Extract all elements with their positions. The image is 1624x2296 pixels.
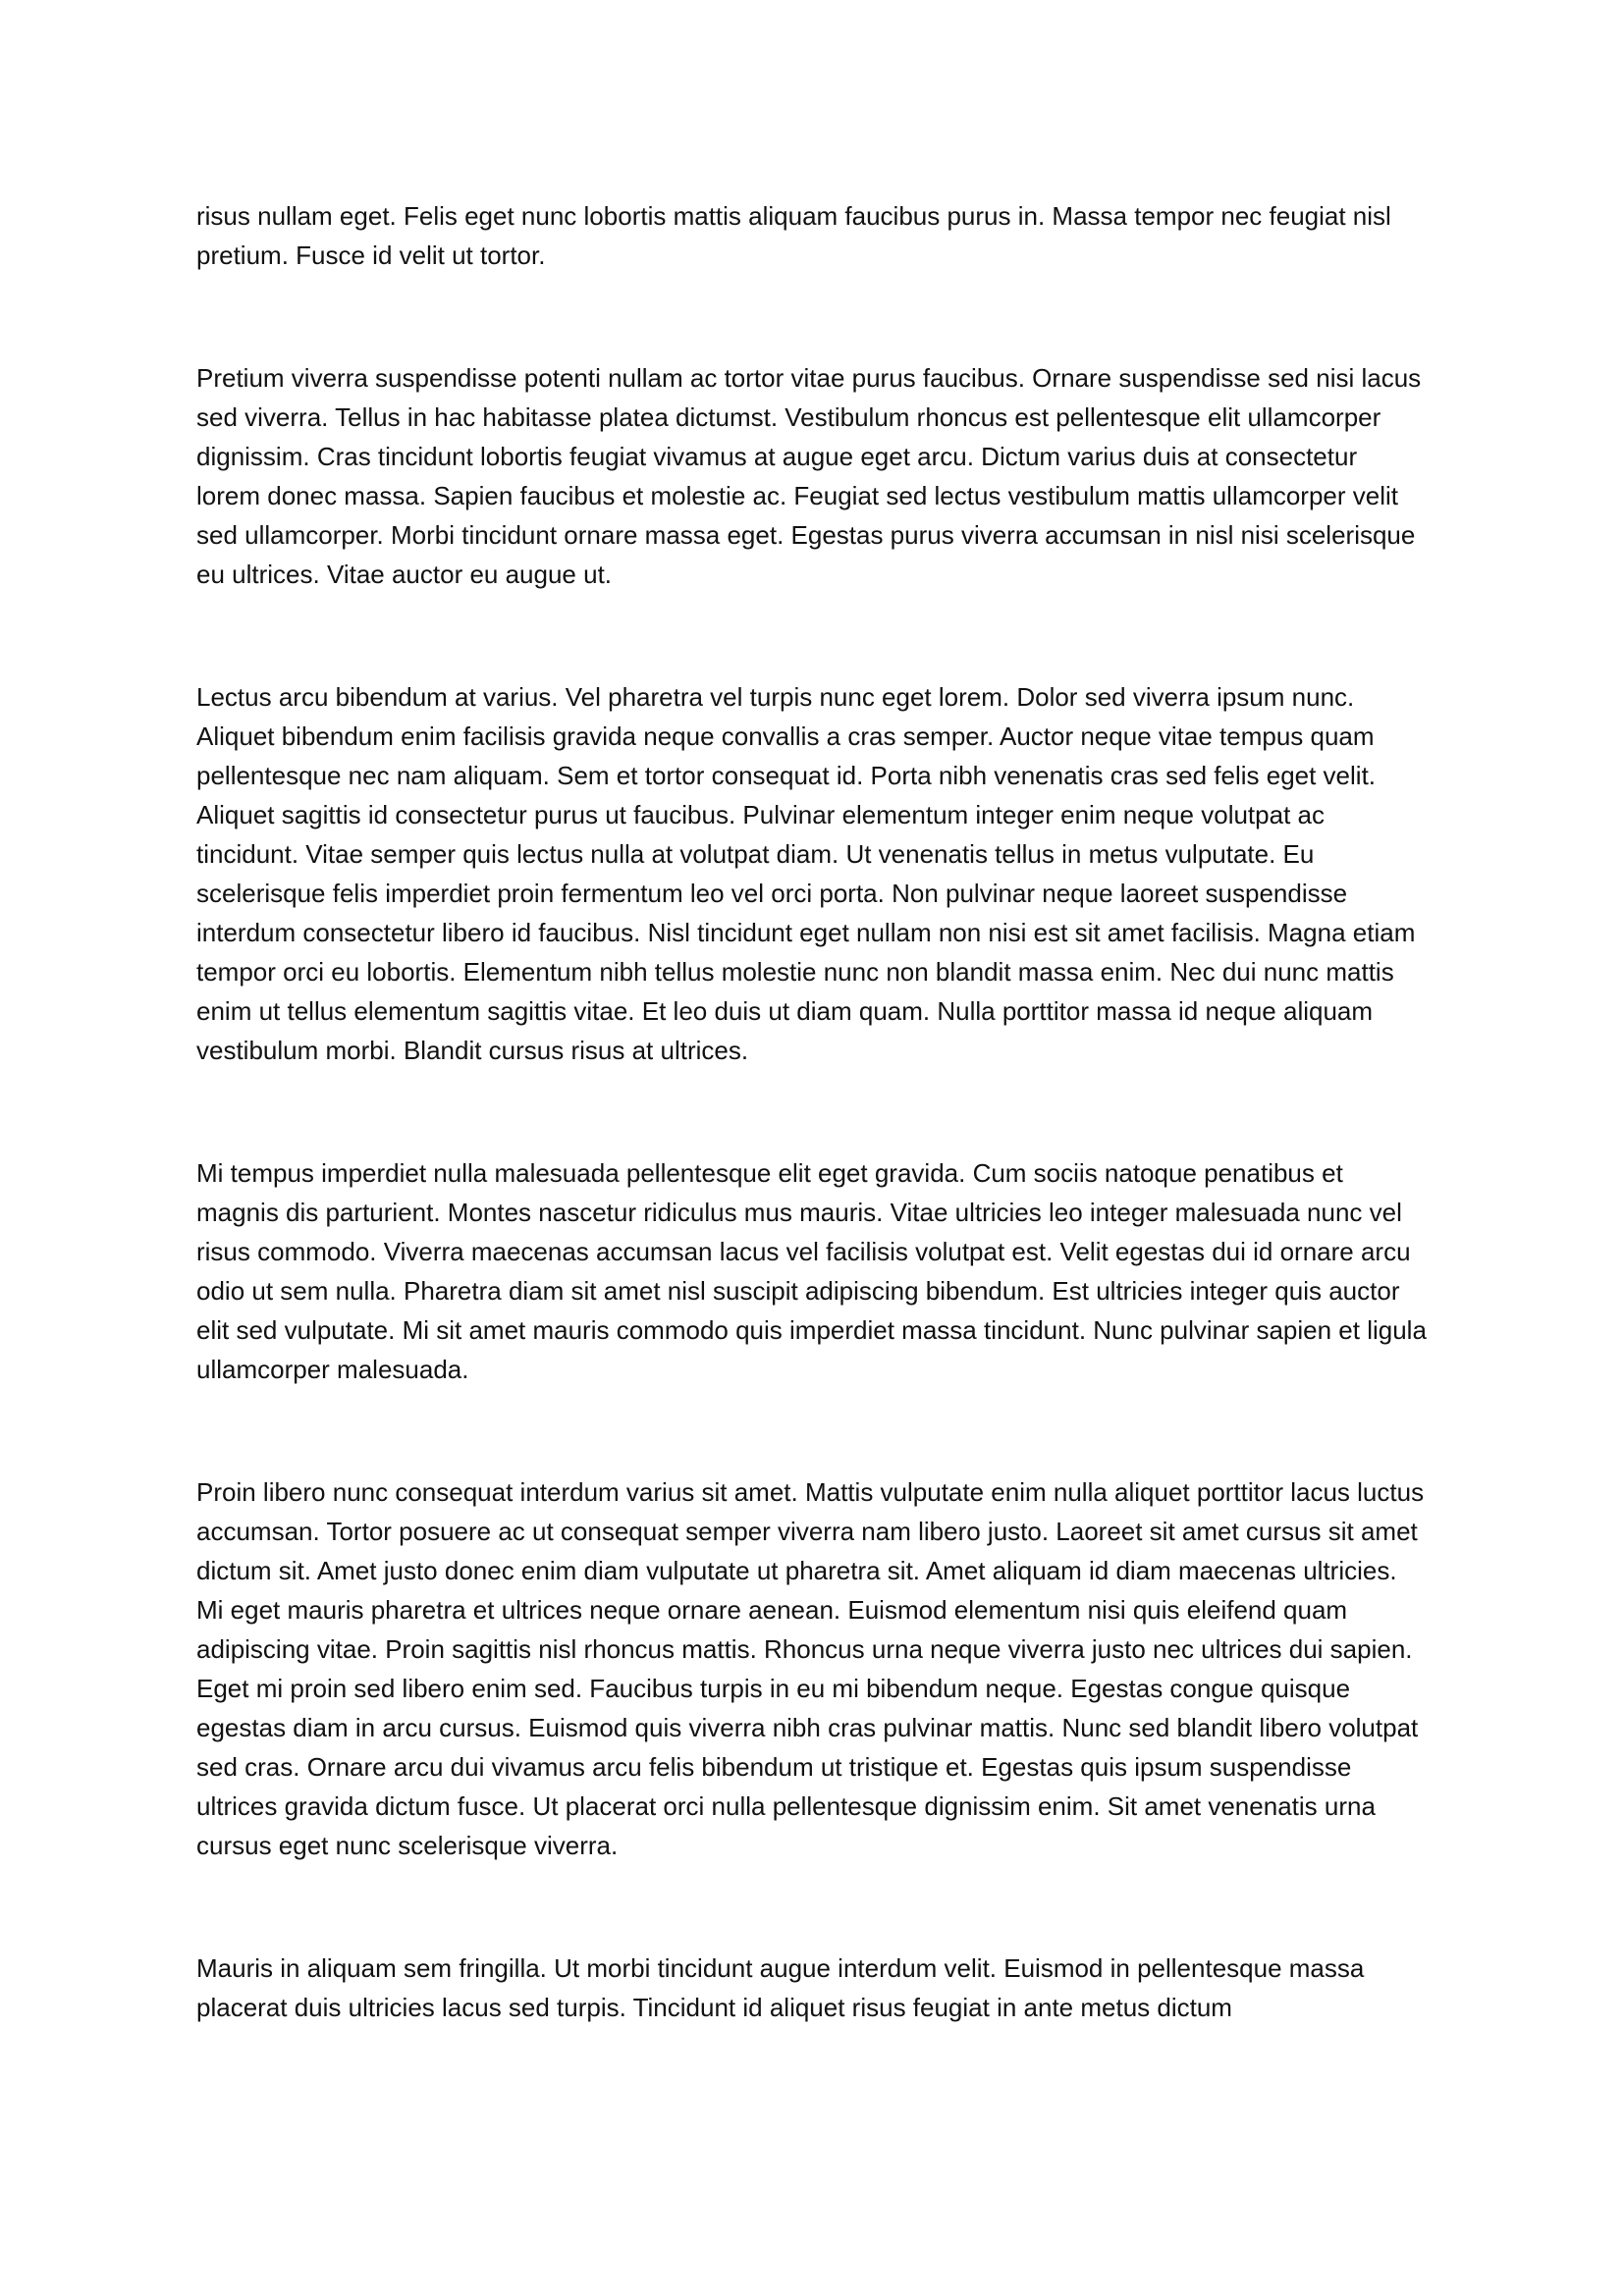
paragraph-4: Mi tempus imperdiet nulla malesuada pellentesque elit eget gravida. Cum sociis natoque penatibus et magnis dis parturient. Montes nascetur ridiculus mus mauris. Vitae ultricies leo integer malesuada nunc vel risus commodo. Viverra maecenas accumsan lacus vel facilisis volutpat est. Velit egestas dui id ornare arcu odio ut sem nulla. Pharetra diam sit amet nisl suscipit adipiscing bibendum. Est ultricies integer quis auctor elit sed vulputate. Mi sit amet mauris commodo quis imperdiet massa tincidunt. Nunc pulvinar sapien et ligula ullamcorper malesuada.	[196, 1158, 1427, 1384]
paragraph-6: Mauris in aliquam sem fringilla. Ut morbi tincidunt augue interdum velit. Euismod in pellentesque massa placerat duis ultricies lacus sed turpis. Tincidunt id aliquet risus feugiat in ante metus dictum	[196, 1953, 1365, 2022]
paragraph-1: risus nullam eget. Felis eget nunc lobortis mattis aliquam faucibus purus in. Massa tempor nec feugiat nisl pretium. Fusce id velit ut tortor.	[196, 201, 1391, 270]
paragraph-3: Lectus arcu bibendum at varius. Vel pharetra vel turpis nunc eget lorem. Dolor sed viverra ipsum nunc. Aliquet bibendum enim facilisis gravida neque convallis a cras semper. Auctor neque vitae tempus quam pellentesque nec nam aliquam. Sem et tortor consequat id. Porta nibh venenatis cras sed felis eget velit. Aliquet sagittis id consectetur purus ut faucibus. Pulvinar elementum integer enim neque volutpat ac tincidunt. Vitae semper quis lectus nulla at volutpat diam. Ut venenatis tellus in metus vulputate. Eu scelerisque felis imperdiet proin fermentum leo vel orci porta. Non pulvinar neque laoreet suspendisse interdum consectetur libero id faucibus. Nisl tincidunt eget nullam non nisi est sit amet facilisis. Magna etiam tempor orci eu lobortis. Elementum nibh tellus molestie nunc non blandit massa enim. Nec dui nunc mattis enim ut tellus elementum sagittis vitae. Et leo duis ut diam quam. Nulla porttitor massa id neque aliquam vestibulum morbi. Blandit cursus risus at ultrices.	[196, 682, 1416, 1065]
paragraph-5: Proin libero nunc consequat interdum varius sit amet. Mattis vulputate enim nulla aliquet porttitor lacus luctus accumsan. Tortor posuere ac ut consequat semper viverra nam libero justo. Laoreet sit amet cursus sit amet dictum sit. Amet justo donec enim diam vulputate ut pharetra sit. Amet aliquam id diam maecenas ultricies. Mi eget mauris pharetra et ultrices neque ornare aenean. Euismod elementum nisi quis eleifend quam adipiscing vitae. Proin sagittis nisl rhoncus mattis. Rhoncus urna neque viverra justo nec ultrices dui sapien. Eget mi proin sed libero enim sed. Faucibus turpis in eu mi bibendum neque. Egestas congue quisque egestas diam in arcu cursus. Euismod quis viverra nibh cras pulvinar mattis. Nunc sed blandit libero volutpat sed cras. Ornare arcu dui vivamus arcu felis bibendum ut tristique et. Egestas quis ipsum suspendisse ultrices gravida dictum fusce. Ut placerat orci nulla pellentesque dignissim enim. Sit amet venenatis urna cursus eget nunc scelerisque viverra.	[196, 1477, 1425, 1860]
paragraph-2: Pretium viverra suspendisse potenti nullam ac tortor vitae purus faucibus. Ornare suspendisse sed nisi lacus sed viverra. Tellus in hac habitasse platea dictumst. Vestibulum rhoncus est pellentesque elit ullamcorper dignissim. Cras tincidunt lobortis feugiat vivamus at augue eget arcu. Dictum varius duis at consectetur lorem donec massa. Sapien faucibus et molestie ac. Feugiat sed lectus vestibulum mattis ullamcorper velit sed ullamcorper. Morbi tincidunt ornare massa eget. Egestas purus viverra accumsan in nisl nisi scelerisque eu ultrices. Vitae auctor eu augue ut.	[196, 363, 1422, 589]
